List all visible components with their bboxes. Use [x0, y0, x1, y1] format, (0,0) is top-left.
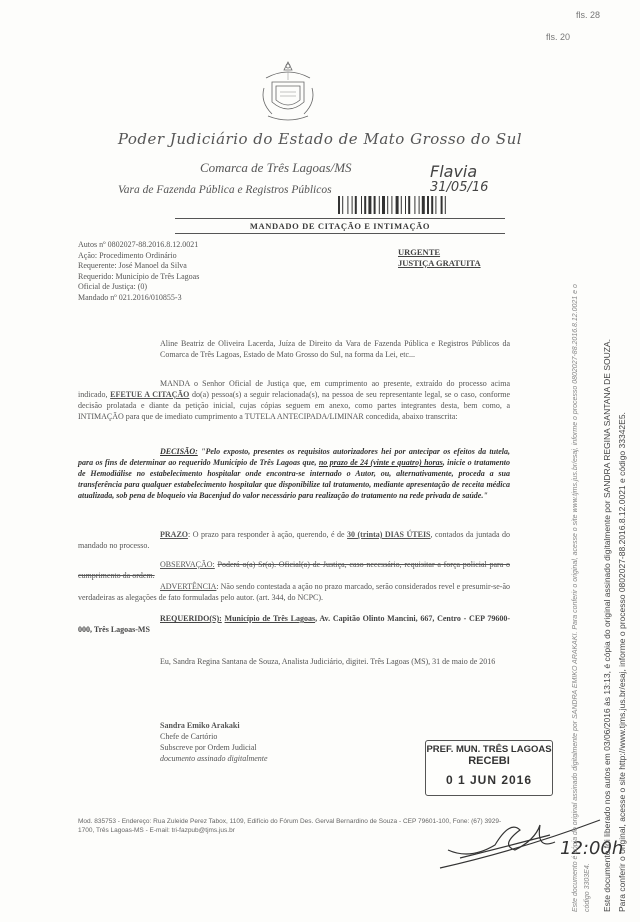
case-number: Autos nº 0802027-88.2016.8.12.0021 [78, 240, 199, 249]
observation-paragraph [78, 559, 510, 581]
free-justice-flag: JUSTIÇA GRATUITA [398, 258, 481, 268]
side-note-release: Este documento foi liberado nos autos em 03/06/2016 às 13:13, é cópia do original assinado digitalmente por SANDRA REGINA SANTANA DE SOUZA. [602, 339, 612, 912]
signer-authority: Subscreve por Ordem Judicial [160, 743, 257, 752]
warning-paragraph [78, 581, 510, 603]
page-number-main: fls. 28 [575, 10, 600, 20]
signer-name: Sandra Emiko Arakaki [160, 721, 240, 730]
case-officer: Oficial de Justiça: (0) [78, 282, 148, 291]
case-action: Ação: Procedimento Ordinário [78, 250, 177, 260]
page-number-sub: fls. 20 [545, 32, 570, 42]
vara-name: Vara de Fazenda Pública e Registros Públicos [118, 184, 332, 196]
order-citation-emphasis: EFETUE A CITAÇÃO [110, 390, 190, 399]
decision-text-1: "Pelo exposto, presentes os requisitos autorizadores hei por antecipar os efeitos da tutela, para os fins de determinar ao requerido Município de Três Lagoas que, [78, 447, 510, 467]
order-text-2: do(a) pessoa(s) a seguir relacionada(s), na pessoa de seu representante legal, se o caso, conforme decisão prolatada e diante da petição inicial, cujas cópias seguem em anexo, como partes integrantes desta, bem como, a INTIMAÇÃO para que de imediato cumprimento a TUTELA ANTECIPADA/LIMINAR concedida, abaixo transcrita: [78, 390, 511, 421]
handwritten-date: 31/05/16 [430, 180, 489, 195]
deadline-days: 30 (trinta) DIAS ÚTEIS [347, 530, 431, 539]
signer-digital-note: documento assinado digitalmente [160, 754, 268, 763]
handwritten-name: Flavia [430, 162, 478, 181]
case-defendant: Requerido: Município de Três Lagoas [78, 271, 200, 281]
signer-role: Chefe de Cartório [160, 732, 218, 741]
coat-of-arms-icon [258, 58, 318, 126]
side-note-verify: Para conferir o original, acesse o site http://www.tjms.jus.br/esaj, informe o processo 0802027-88.2016.8.12.0021 e código 33342E5. [617, 412, 627, 912]
observation-label: OBSERVAÇÃO: [160, 560, 215, 569]
deadline-paragraph [78, 529, 510, 551]
warning-label: ADVERTÊNCIA [160, 582, 217, 591]
handwritten-time: 12:00h [560, 838, 624, 859]
comarca-name: Comarca de Três Lagoas/MS [200, 160, 352, 175]
typist-paragraph: Eu, Sandra Regina Santana de Souza, Analista Judiciário, digitei. Três Lagoas (MS), 31 de maio de 2016 [160, 657, 496, 666]
decision-paragraph [78, 446, 510, 501]
signature-block [160, 720, 268, 764]
defendant-paragraph [78, 613, 510, 635]
stamp-received: RECEBI [468, 755, 510, 767]
side-note-original: Este documento é cópia do original assinado digitalmente por SANDRA EMIKO ARAKAKI. Para conferir o original, acesse o site www.tjms.jus.br/esaj, informe o processo 0802027-88.2016.8.12.0021 e o [572, 284, 579, 912]
stamp-office: PREF. MUN. TRÊS LAGOAS [426, 744, 552, 755]
case-info [78, 240, 199, 303]
defendant-label: REQUERIDO(S): [160, 614, 222, 623]
footer-address: Mod. 835753 - Endereço: Rua Zuleide Perez Tabox, 1109, Edifício do Fórum Des. Gerval Bernardino de Souza - CEP 79601-100, Fone: (67) 3929-1700, Três Lagoas-MS - E-mail: tri-fazpub@tjms.jus.br [78, 818, 502, 834]
barcode-icon [338, 196, 506, 214]
observation-text: Poderá o(a) Sr(a). Oficial(a) de Justiça, caso necessário, requisitar a força policial para o cumprimento da ordem. [78, 560, 510, 580]
received-stamp [425, 740, 553, 796]
stamp-date: 0 1 JUN 2016 [445, 773, 533, 787]
warning-text: : Não sendo contestada a ação no prazo marcado, serão considerados revel e presumir-se-ão verdadeiras as alegações de fato formuladas pelo autor. (art. 344, do NCPC). [78, 582, 510, 602]
intro-paragraph: Aline Beatriz de Oliveira Lacerda, Juíza de Direito da Vara de Fazenda Pública e Registros Públicos da Comarca de Três Lagoas, Estado de Mato Grosso do Sul, na forma da Lei, etc... [160, 339, 510, 359]
urgency-flags [398, 247, 481, 269]
deadline-text-1: : O prazo para responder à ação, querendo, é de [188, 530, 345, 539]
document-title: MANDADO DE CITAÇÃO E INTIMAÇÃO [175, 218, 505, 234]
decision-deadline: no prazo de 24 (vinte e quatro) horas [318, 458, 443, 467]
case-warrant: Mandado nº 021.2016/010855-3 [78, 292, 182, 302]
deadline-label: PRAZO [160, 530, 188, 539]
side-note-code: código 3303E4. [584, 863, 591, 912]
deadline-text-2: , contados da juntada do mandado no processo. [78, 530, 510, 550]
order-text-1: MANDA o Senhor Oficial de Justiça que, em cumprimento ao presente, extraído do processo acima indicado, [78, 379, 510, 399]
defendant-address: , Av. Capitão Olinto Mancini, 667, Centro - CEP 79600-000, Três Lagoas-MS [78, 614, 510, 634]
decision-text-2: , inicie o tratamento de Hemodiálise no estabelecimento hospitalar onde encontra-se internado o Autor, ou, alternativamente, proceda a sua transferência para qualquer estabelecimento hospitalar que disponibilize tal tratamento, mediante apresentação de receita médica atualizada, sob pena de bloqueio via Bacenjud do valor necessário para realização do tratamento na rede privada de saúde." [78, 458, 511, 500]
order-paragraph [78, 378, 510, 422]
case-plaintiff: Requerente: José Manoel da Silva [78, 261, 187, 270]
defendant-name: Município de Três Lagoas [224, 614, 316, 623]
decision-label: DECISÃO: [160, 447, 198, 456]
urgent-flag: URGENTE [398, 247, 441, 257]
court-name: Poder Judiciário do Estado de Mato Grosso do Sul [117, 130, 523, 148]
